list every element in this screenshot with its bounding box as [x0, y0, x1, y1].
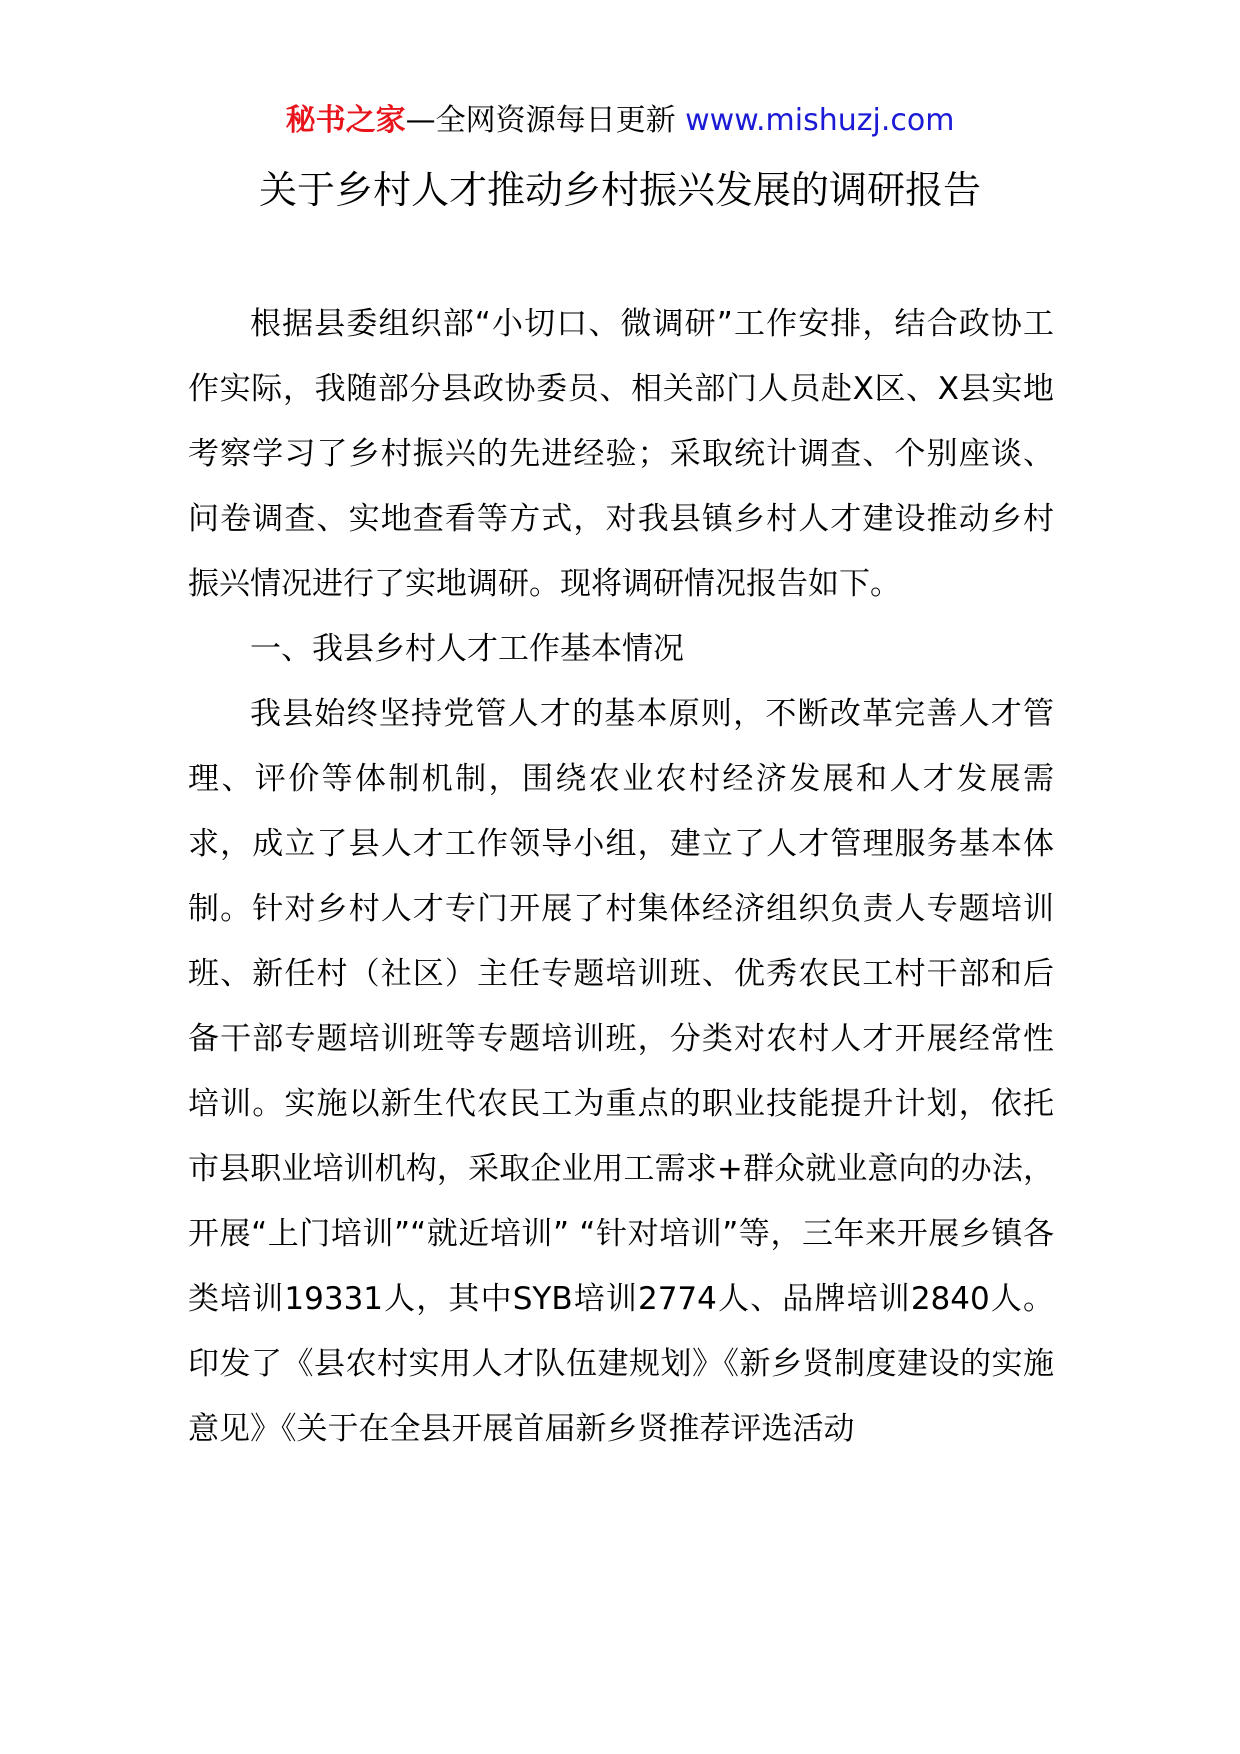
document-body: [188, 292, 1054, 1462]
header-tagline: —全网资源每日更新: [405, 103, 686, 138]
paragraph-intro: 根据县委组织部“小切口、微调研”工作安排，结合政协工作实际，我随部分县政协委员、相关部门人员赴X区、X县实地考察学习了乡村振兴的先进经验；采取统计调查、个别座谈、问卷调查、实地查看等方式，对我县镇乡村人才建设推动乡村振兴情况进行了实地调研。现将调研情况报告如下。: [188, 306, 1054, 602]
watermark-header: [0, 101, 1240, 141]
section-heading-1: 一、我县乡村人才工作基本情况: [250, 631, 684, 667]
paragraph-section-1: 我县始终坚持党管人才的基本原则，不断改革完善人才管理、评价等体制机制，围绕农业农村经济发展和人才发展需求，成立了县人才工作领导小组，建立了人才管理服务基本体制。针对乡村人才专门开展了村集体经济组织负责人专题培训班、新任村（社区）主任专题培训班、优秀农民工村干部和后备干部专题培训班等专题培训班，分类对农村人才开展经常性培训。实施以新生代农民工为重点的职业技能提升计划，依托市县职业培训机构，采取企业用工需求+群众就业意向的办法，开展“上门培训”“就近培训” “针对培训”等，三年来开展乡镇各类培训19331人，其中SYB培训2774人、品牌培训2840人。印发了《县农村实用人才队伍建规划》《新乡贤制度建设的实施意见》《关于在全县开展首届新乡贤推荐评选活动: [188, 696, 1054, 1447]
website-link[interactable]: www.mishuzj.com: [685, 103, 955, 138]
brand-name: 秘书之家: [285, 103, 406, 138]
document-title: 关于乡村人才推动乡村振兴发展的调研报告: [258, 168, 981, 212]
